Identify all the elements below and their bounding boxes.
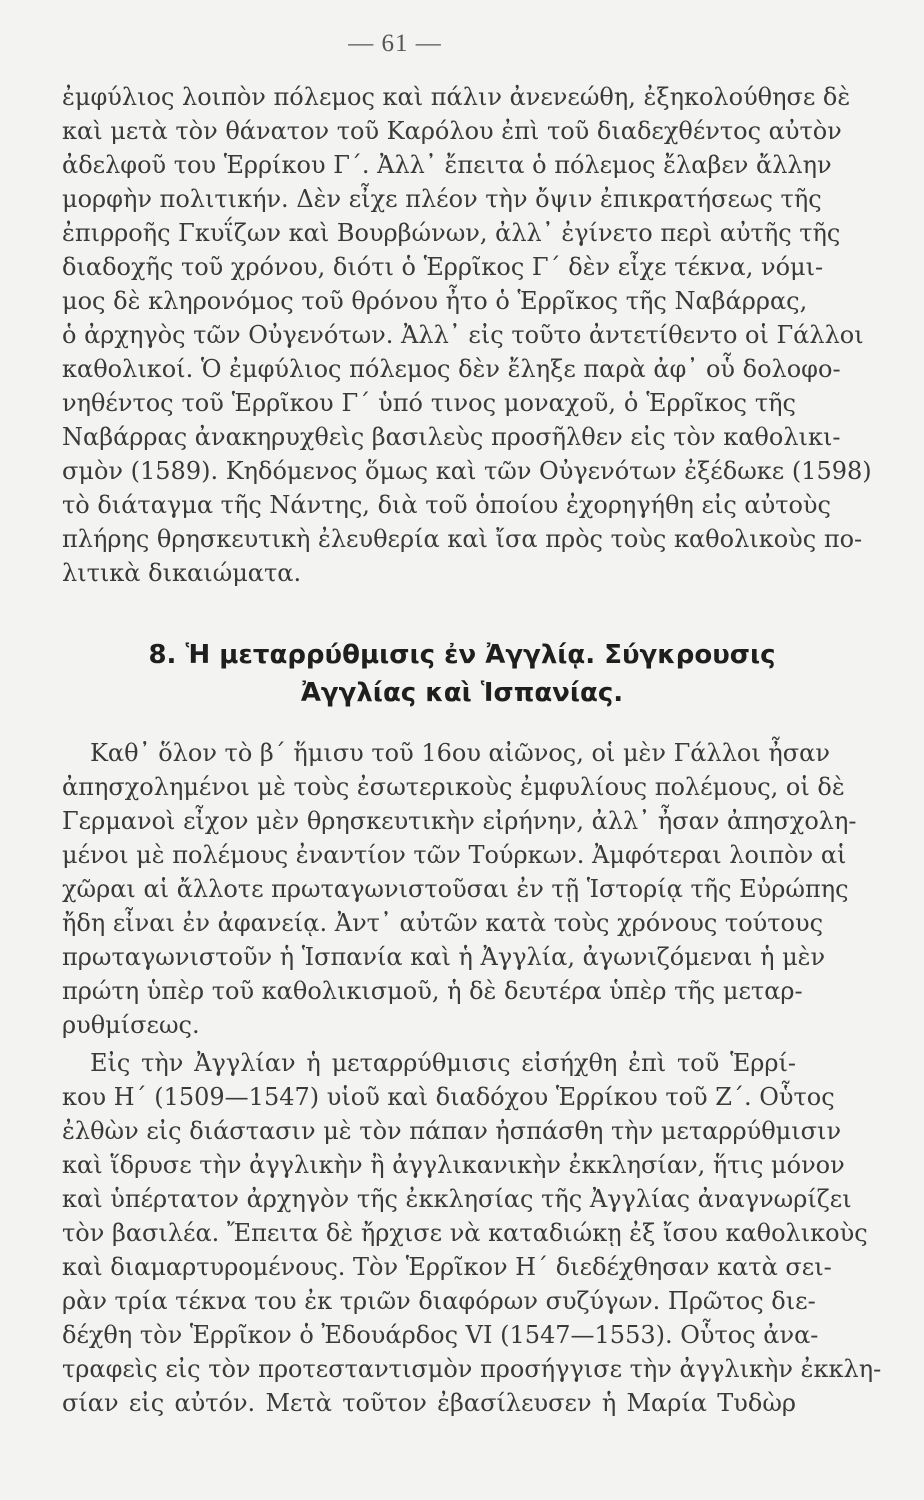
text-line: ἤδη εἶναι ἐν ἀφανείᾳ. Ἀντ᾽ αὐτῶν κατὰ τοὺς χρόνους τούτους bbox=[62, 909, 824, 937]
text-line: καὶ διαμαρτυρομένους. Τὸν Ἑρρῖκον Η΄ διεδέχθησαν κατὰ σει- bbox=[62, 1253, 832, 1281]
text-line: τὸν βασιλέα. Ἔπειτα δὲ ἤρχισε νὰ καταδιώκῃ ἐξ ἴσου καθολικοὺς bbox=[62, 1219, 868, 1247]
text-line: ρὰν τρία τέκνα του ἐκ τριῶν διαφόρων συζύγων. Πρῶτος διε- bbox=[62, 1287, 816, 1315]
text-line: ἀδελφοῦ του Ἑρρίκου Γ΄. Ἀλλ᾽ ἔπειτα ὁ πόλεμος ἔλαβεν ἄλλην bbox=[62, 151, 832, 179]
text-line: καθολικοί. Ὁ ἐμφύλιος πόλεμος δὲν ἔληξε παρὰ ἀφ᾽ οὗ δολοφο- bbox=[62, 355, 841, 383]
text-line: ἀπησχολημένοι μὲ τοὺς ἐσωτερικοὺς ἐμφυλίους πολέμους, οἱ δὲ bbox=[62, 773, 845, 801]
text-line: πρωταγωνιστοῦν ἡ Ἱσπανία καὶ ἡ Ἀγγλία, ἀγωνιζόμεναι ἡ μὲν bbox=[62, 943, 826, 971]
text-line: Καθ᾽ ὅλον τὸ β΄ ἥμισυ τοῦ 16ου αἰῶνος, οἱ μὲν Γάλλοι ἦσαν bbox=[90, 739, 830, 767]
text-line: ἐπιρροῆς Γκυΐζων καὶ Βουρβώνων, ἀλλ᾽ ἐγίνετο περὶ αὐτῆς τῆς bbox=[62, 219, 841, 247]
text-line: πρώτη ὑπὲρ τοῦ καθολικισμοῦ, ἡ δὲ δευτέρα ὑπὲρ τῆς μεταρ- bbox=[62, 977, 803, 1005]
text-line: δέχθη τὸν Ἑρρῖκον ὁ Ἐδουάρδος VI (1547—1553). Οὗτος ἀνα- bbox=[62, 1321, 819, 1349]
text-line: καὶ ἵδρυσε τὴν ἀγγλικὴν ἢ ἀγγλικανικὴν ἐκκλησίαν, ἥτις μόνον bbox=[62, 1151, 845, 1179]
text-line: μορφὴν πολιτικήν. Δὲν εἶχε πλέον τὴν ὄψιν ἐπικρατήσεως τῆς bbox=[62, 185, 822, 213]
text-line: λιτικὰ δικαιώματα. bbox=[62, 559, 302, 587]
text-line: χῶραι αἱ ἄλλοτε πρωταγωνιστοῦσαι ἐν τῇ Ἱστορίᾳ τῆς Εὐρώπης bbox=[62, 875, 849, 903]
section-heading: 8. Ἡ μεταρρύθμισις ἐν Ἀγγλίᾳ. Σύγκρουσις bbox=[148, 640, 776, 670]
text-line: σίαν εἰς αὐτόν. Μετὰ τοῦτον ἐβασίλευσεν ἡ Μαρία Τυδὼρ bbox=[62, 1389, 796, 1417]
text-line: ἐμφύλιος λοιπὸν πόλεμος καὶ πάλιν ἀνενεώθη, ἐξηκολούθησε δὲ bbox=[62, 83, 851, 111]
page-number: — 61 — bbox=[348, 30, 442, 57]
text-line: μένοι μὲ πολέμους ἐναντίον τῶν Τούρκων. Ἀμφότεραι λοιπὸν αἱ bbox=[62, 841, 847, 869]
text-line: καὶ ὑπέρτατον ἀρχηγὸν τῆς ἐκκλησίας τῆς Ἀγγλίας ἀναγνωρίζει bbox=[62, 1185, 852, 1213]
text-line: ρυθμίσεως. bbox=[62, 1011, 200, 1039]
text-line: τὸ διάταγμα τῆς Νάντης, διὰ τοῦ ὁποίου ἐχορηγήθη εἰς αὐτοὺς bbox=[62, 491, 831, 519]
text-line: ὁ ἀρχηγὸς τῶν Οὐγενότων. Ἀλλ᾽ εἰς τοῦτο ἀντετίθεντο οἱ Γάλλοι bbox=[62, 321, 864, 349]
paragraph-english-reformation bbox=[62, 1046, 882, 1420]
text-line: σμὸν (1589). Κηδόμενος ὅμως καὶ τῶν Οὐγενότων ἐξέδωκε (1598) bbox=[62, 457, 872, 485]
text-line: Εἰς τὴν Ἀγγλίαν ἡ μεταρρύθμισις εἰσήχθη ἐπὶ τοῦ Ἑρρί- bbox=[90, 1049, 796, 1077]
text-line: Γερμανοὶ εἶχον μὲν θρησκευτικὴν εἰρήνην, ἀλλ᾽ ἦσαν ἀπησχολη- bbox=[62, 807, 857, 835]
text-line: τραφεὶς εἰς τὸν προτεσταντισμὸν προσήγγισε τὴν ἀγγλικὴν ἐκκλη- bbox=[62, 1355, 882, 1383]
text-line: Ναβάρρας ἀνακηρυχθεὶς βασιλεὺς προσῆλθεν εἰς τὸν καθολικι- bbox=[62, 423, 841, 451]
text-line: διαδοχῆς τοῦ χρόνου, διότι ὁ Ἑρρῖκος Γ΄ δὲν εἶχε τέκνα, νόμι- bbox=[62, 253, 824, 281]
text-line: πλήρης θρησκευτικὴ ἐλευθερία καὶ ἴσα πρὸς τοὺς καθολικοὺς πο- bbox=[62, 525, 863, 553]
paragraph-french-wars bbox=[62, 80, 872, 590]
text-line: κου Η΄ (1509—1547) υἱοῦ καὶ διαδόχου Ἑρρίκου τοῦ Ζ΄. Οὗτος bbox=[62, 1083, 835, 1111]
section-heading-continued: Ἀγγλίας καὶ Ἱσπανίας. bbox=[300, 678, 624, 708]
text-line: καὶ μετὰ τὸν θάνατον τοῦ Καρόλου ἐπὶ τοῦ διαδεχθέντος αὐτὸν bbox=[62, 117, 842, 145]
paragraph-protagonists bbox=[62, 736, 857, 1042]
text-line: μος δὲ κληρονόμος τοῦ θρόνου ἦτο ὁ Ἑρρῖκος τῆς Ναβάρρας, bbox=[62, 287, 808, 315]
text-line: ἐλθὼν εἰς διάστασιν μὲ τὸν πάπαν ἠσπάσθη τὴν μεταρρύθμισιν bbox=[62, 1117, 842, 1145]
text-line: νηθέντος τοῦ Ἑρρῖκου Γ΄ ὑπό τινος μοναχοῦ, ὁ Ἑρρῖκος τῆς bbox=[62, 389, 796, 417]
